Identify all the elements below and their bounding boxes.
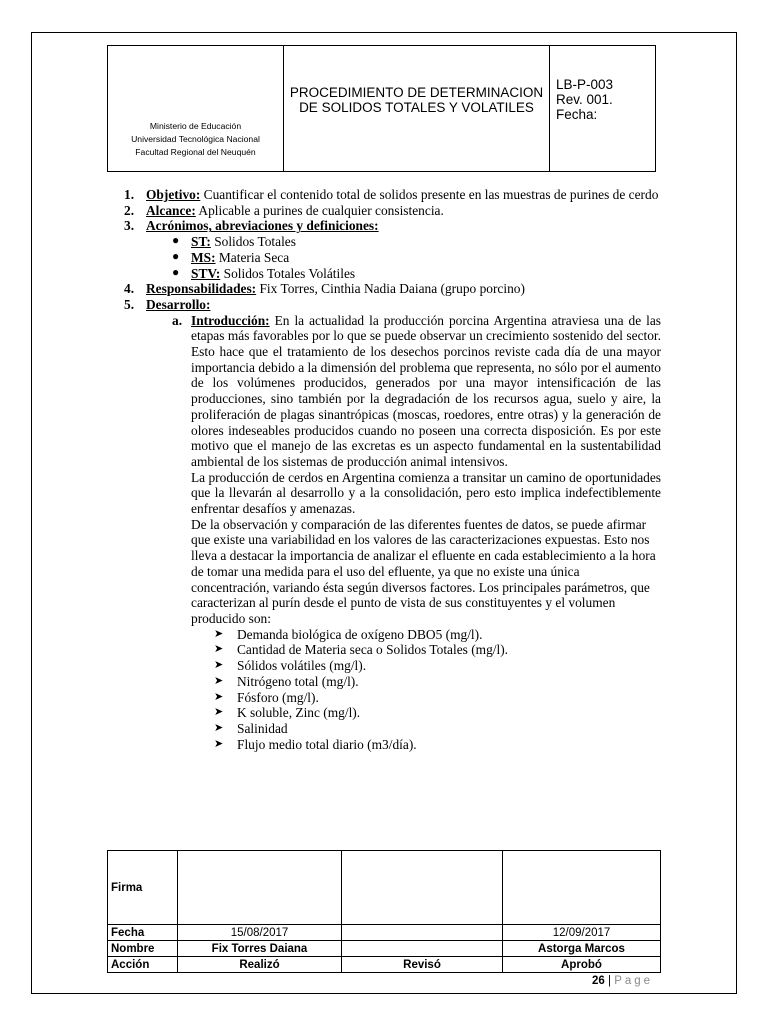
fecha-aprobo: 12/09/2017 (503, 925, 661, 941)
code-cell (550, 46, 656, 172)
list-item-text: Salinidad (237, 720, 288, 736)
list-item-text: Nitrógeno total (mg/l). (237, 673, 359, 689)
list-item-text: Sólidos volátiles (mg/l). (237, 658, 367, 674)
section-text: Cuantificar el contenido total de solidos presente en las muestras de purines de cerdo (200, 187, 659, 202)
acronym-item (0, 266, 768, 282)
arrow-bullet-icon: ➤ (214, 690, 224, 703)
section-number: 3. (124, 218, 135, 234)
document-date-label: Fecha: (556, 107, 598, 122)
list-item-text: Demanda biológica de oxígeno DBO5 (mg/l). (237, 626, 483, 642)
list-item-text: Fósforo (mg/l). (237, 689, 319, 705)
institution-cell (108, 46, 284, 172)
parameter-list (0, 627, 768, 753)
institution-line: Facultad Regional del Neuquén (135, 147, 256, 157)
document-code: LB-P-003 (556, 77, 614, 92)
list-item-text: K soluble, Zinc (mg/l). (237, 705, 361, 721)
document-title-line: PROCEDIMIENTO DE DETERMINACION (289, 85, 544, 100)
nombre-label: Nombre (108, 941, 178, 957)
subsection-label: Introducción: (191, 312, 270, 328)
page-label: Page (614, 975, 654, 987)
acronym-definition: Materia Seca (215, 249, 290, 265)
fecha-label: Fecha (108, 925, 178, 941)
list-item (0, 674, 768, 690)
arrow-bullet-icon: ➤ (214, 737, 224, 750)
nombre-row (108, 941, 661, 957)
arrow-bullet-icon: ➤ (214, 674, 224, 687)
accion-aprobo: Aprobó (503, 957, 661, 973)
accion-row (108, 957, 661, 973)
arrow-bullet-icon: ➤ (214, 706, 224, 719)
bullet-icon: ● (172, 264, 180, 279)
page-separator: | (604, 975, 615, 987)
section-desarrollo (0, 297, 768, 313)
list-item (0, 705, 768, 721)
section-label: Acrónimos, abreviaciones y definiciones: (146, 218, 379, 234)
list-item (0, 721, 768, 737)
fecha-reviso (342, 925, 503, 941)
arrow-bullet-icon: ➤ (214, 627, 224, 640)
section-label: Alcance: (146, 202, 196, 218)
page-number-value: 26 (592, 975, 605, 987)
institution-line: Ministerio de Educación (149, 121, 242, 131)
list-item (0, 737, 768, 753)
nombre-reviso (342, 941, 503, 957)
document-header (107, 45, 656, 172)
acronym-definition: Solidos Totales (210, 234, 296, 250)
paragraph: De la observación y comparación de las diferentes fuentes de datos, se puede afirmar que existe una variabilidad en los valores de las caracterizaciones expuestas. Esto nos lleva a destacar la importancia de analizar el efluente en cada establecimiento a la hora de tomar una medida para el uso del efluente, ya que no existe una única concentración, variando ésta según diversos factores. Los principales parámetros, que caracterizan al purín desde el punto de vista de sus constituyentes y el volumen producido son: (191, 516, 656, 626)
section-label: Desarrollo: (146, 296, 211, 312)
section-number: 5. (124, 296, 135, 312)
fecha-realizo: 15/08/2017 (178, 925, 342, 941)
firma-label: Firma (108, 851, 178, 925)
arrow-bullet-icon: ➤ (214, 643, 224, 656)
nombre-realizo: Fix Torres Daiana (178, 941, 342, 957)
subsection-letter: a. (172, 312, 183, 328)
nombre-aprobo: Astorga Marcos (503, 941, 661, 957)
acronym-item (0, 234, 768, 250)
list-item (0, 627, 768, 643)
page-number (592, 975, 653, 987)
bullet-icon: ● (172, 248, 180, 263)
document-body (0, 187, 768, 752)
list-item (0, 658, 768, 674)
section-number: 2. (124, 202, 135, 218)
arrow-bullet-icon: ➤ (214, 721, 224, 734)
section-number: 4. (124, 281, 135, 297)
section-label: Objetivo: (146, 187, 201, 202)
section-number: 1. (124, 187, 135, 202)
section-alcance (0, 203, 768, 219)
bullet-icon: ● (172, 233, 180, 248)
section-responsabilidades (0, 281, 768, 297)
section-label: Responsabilidades: (146, 281, 257, 297)
section-text: Fix Torres, Cinthia Nadia Daiana (grupo porcino) (256, 281, 525, 297)
paragraph: La producción de cerdos en Argentina comienza a transitar un camino de oportunidades que la llevarán al desarrollo y a la consolidación, pero esto implica indefectiblemente enfrentar desafíos y amenazas. (191, 469, 661, 517)
acronym-item (0, 250, 768, 266)
arrow-bullet-icon: ➤ (214, 659, 224, 672)
list-item (0, 642, 768, 658)
signature-cell (178, 851, 342, 925)
section-objetivo (0, 187, 768, 203)
section-text: Aplicable a purines de cualquier consistencia. (195, 202, 444, 218)
accion-realizo: Realizó (178, 957, 342, 973)
acronym-abbr: STV: (191, 265, 221, 281)
title-cell (284, 46, 550, 172)
list-item-text: Flujo medio total diario (m3/día). (237, 736, 417, 752)
approval-table (107, 850, 661, 973)
document-title-line: DE SOLIDOS TOTALES Y VOLATILES (299, 100, 534, 115)
section-acronimos (0, 218, 768, 234)
document-revision: Rev. 001. (556, 92, 613, 107)
institution-line: Universidad Tecnológica Nacional (131, 134, 260, 144)
paragraph: En la actualidad la producción porcina Argentina atraviesa una de las etapas más favorables por lo que se puede observar un crecimiento sostenido del sector. Esto hace que el tratamiento de los desechos porcinos reviste cada día de una mayor importancia debido a la dimensión del problema que representa, no sólo por el aumento de los volúmenes producidos, generados por una mayor intensificación de las producciones, sino también por la degradación de los recursos agua, suelo y aire, la proliferación de plagas sinantrópicas (moscas, roedores, entre otras) y la generación de olores indeseables producidos cuando no poseen una correcta disposición. Es por este motivo que el manejo de las excretas es un aspecto fundamental en la sustentabilidad ambiental de los sistemas de producción animal intensivos. (191, 312, 661, 469)
acronym-definition: Solidos Totales Volátiles (220, 265, 356, 281)
acronym-abbr: MS: (191, 249, 216, 265)
list-item-text: Cantidad de Materia seca o Solidos Totales (mg/l). (237, 642, 509, 658)
signature-row (108, 851, 661, 925)
list-item (0, 690, 768, 706)
subsection-introduccion (0, 313, 768, 627)
accion-reviso: Revisó (342, 957, 503, 973)
fecha-row (108, 925, 661, 941)
signature-cell (342, 851, 503, 925)
acronym-abbr: ST: (191, 234, 211, 250)
signature-cell (503, 851, 661, 925)
accion-label: Acción (108, 957, 178, 973)
